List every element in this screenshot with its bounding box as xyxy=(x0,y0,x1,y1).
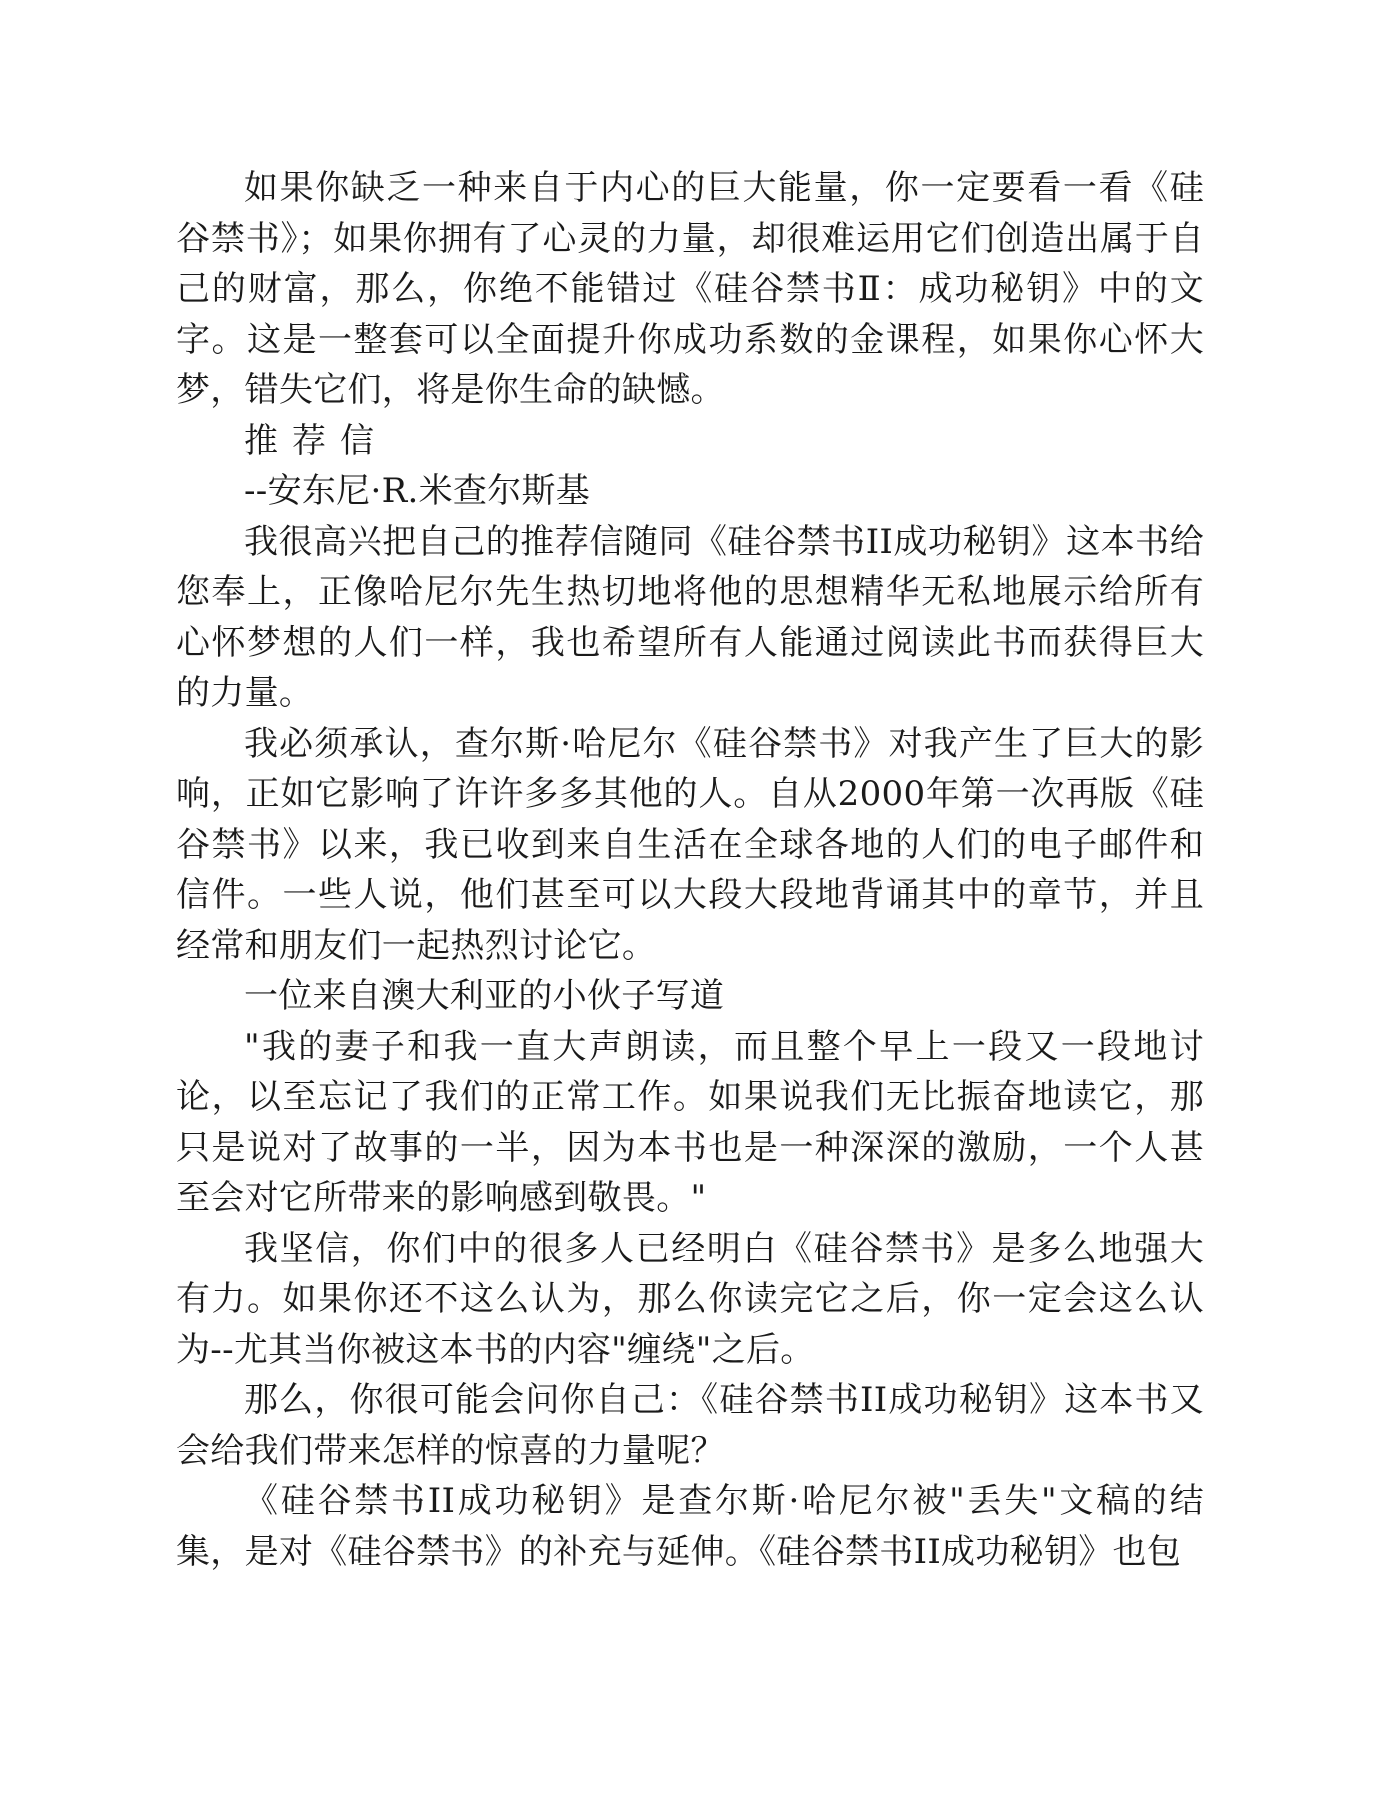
body-paragraph: 《硅谷禁书II成功秘钥》是查尔斯·哈尼尔被"丢失"文稿的结集，是对《硅谷禁书》的补充与延伸。《硅谷禁书II成功秘钥》也包 xyxy=(176,1481,1204,1572)
body-paragraph: 我很高兴把自己的推荐信随同《硅谷禁书II成功秘钥》这本书给您奉上，正像哈尼尔先生热切地将他的思想精华无私地展示给所有心怀梦想的人们一样，我也希望所有人能通过阅读此书而获得巨大的力量。 xyxy=(176,521,1204,713)
body-paragraph: 那么，你很可能会问你自己：《硅谷禁书II成功秘钥》这本书又会给我们带来怎样的惊喜的力量呢？ xyxy=(176,1380,1204,1471)
quote-paragraph: "我的妻子和我一直大声朗读，而且整个早上一段又一段地讨论，以至忘记了我们的正常工作。如果说我们无比振奋地读它，那只是说对了故事的一半，因为本书也是一种深深的激励，一个人甚至会对它所带来的影响感到敬畏。" xyxy=(176,1026,1204,1218)
body-paragraph: 我坚信，你们中的很多人已经明白《硅谷禁书》是多么地强大有力。如果你还不这么认为，那么你读完它之后，你一定会这么认为--尤其当你被这本书的内容"缠绕"之后。 xyxy=(176,1228,1204,1370)
document-page xyxy=(176,163,1204,1577)
section-heading: 推荐信 xyxy=(244,420,388,461)
body-paragraph: 我必须承认，查尔斯·哈尼尔《硅谷禁书》对我产生了巨大的影响，正如它影响了许许多多其他的人。自从2000年第一次再版《硅谷禁书》以来，我已收到来自生活在全球各地的人们的电子邮件和信件。一些人说，他们甚至可以大段大段地背诵其中的章节，并且经常和朋友们一起热烈讨论它。 xyxy=(176,723,1204,966)
intro-paragraph: 如果你缺乏一种来自于内心的巨大能量，你一定要看一看《硅谷禁书》；如果你拥有了心灵的力量，却很难运用它们创造出属于自己的财富，那么，你绝不能错过《硅谷禁书Ⅱ：成功秘钥》中的文字。这是一整套可以全面提升你成功系数的金课程，如果你心怀大梦，错失它们，将是你生命的缺憾。 xyxy=(176,168,1204,410)
author-byline: --安东尼·R.米查尔斯基 xyxy=(244,471,591,511)
body-paragraph: 一位来自澳大利亚的小伙子写道 xyxy=(244,976,725,1016)
